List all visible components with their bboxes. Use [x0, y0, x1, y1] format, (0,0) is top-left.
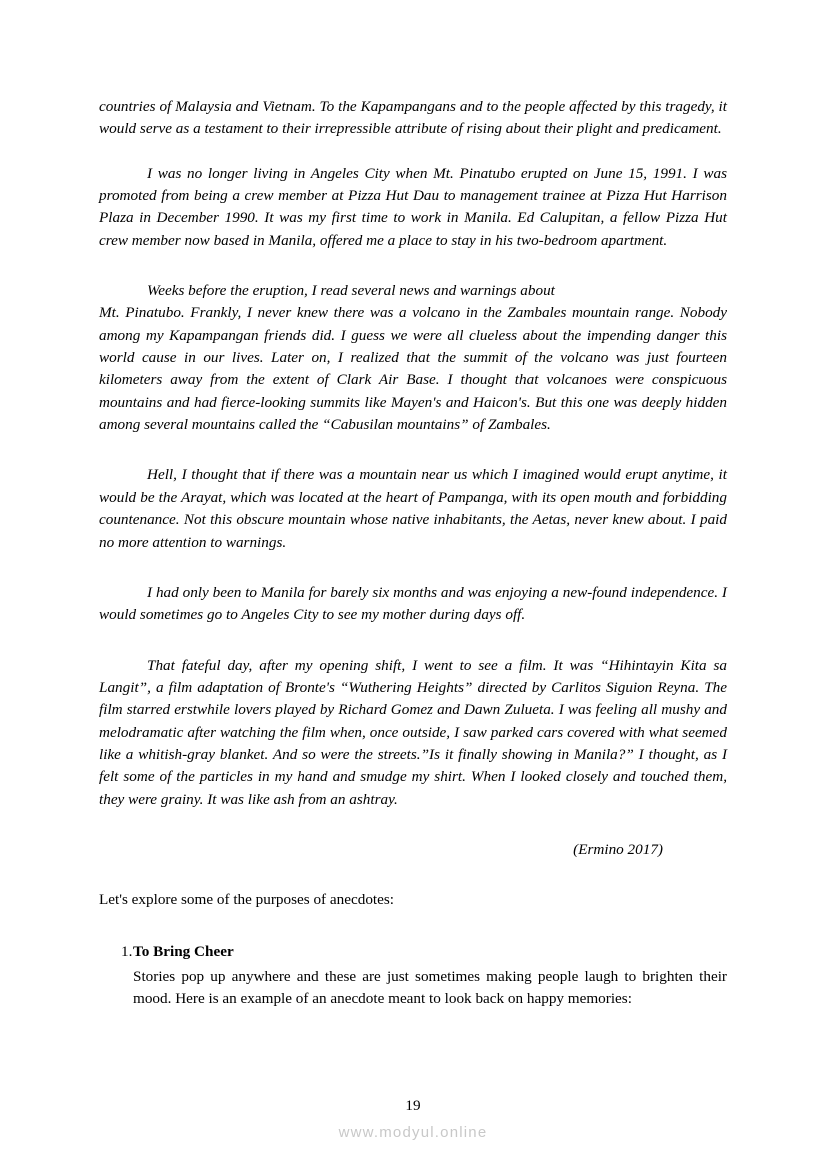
lead-in-text: Let's explore some of the purposes of anecdotes:	[99, 890, 395, 908]
watermark: www.modyul.online	[338, 1124, 488, 1141]
paragraph-pinatubo-eruption: I was no longer living in Angeles City when Mt. Pinatubo erupted on June 15, 1991. I was promoted from being a crew member at Pizza Hut Dau to management trainee at Pizza Hut Harrison Plaza in December 1990. It was my first time to work in Manila. Ed Calupitan, a fellow Pizza Hut crew member now based in Manila, offered me a place to stay in his two-bedroom apartment.	[99, 164, 727, 249]
page-content	[99, 96, 727, 1010]
spacer	[99, 436, 727, 464]
spacer	[99, 141, 727, 163]
spacer	[99, 554, 727, 582]
paragraph-arayat: Hell, I thought that if there was a mountain near us which I imagined would erupt anytime, it would be the Arayat, which was located at the heart of Pampanga, with its open mouth and forbidding countenance. Not this obscure mountain whose native inhabitants, the Aetas, never knew about. I paid no more attention to warnings.	[99, 466, 727, 551]
paragraph-weeks-before-body: Mt. Pinatubo. Frankly, I never knew there was a volcano in the Zambales mountain range. Nobody among my Kapampangan friends did. I guess we were all clueless about the impending danger this world cause in our lives. Later on, I realized that the summit of the volcano was just fourteen kilometers away from the extent of Clark Air Base. I thought that volcanoes were conspicuous mountains and had fierce-looking summits like Mayen's and Haicon's. But this one was deeply hidden among several mountains called the “Cabusilan mountains” of Zambales.	[99, 304, 727, 434]
list-item-title: To Bring Cheer	[133, 943, 234, 961]
list-item-text: Stories pop up anywhere and these are just sometimes making people laugh to brighten their mood. Here is an example of an anecdote meant to look back on happy memories:	[133, 967, 727, 1007]
page-number: 19	[405, 1097, 421, 1114]
list-item-number: 1.	[121, 943, 133, 961]
paragraph-continuation: countries of Malaysia and Vietnam. To the Kapampangans and to the people affected by this tragedy, it would serve as a testament to their irrepressible attribute of rising about their plight and predicament.	[99, 98, 727, 138]
list-item	[99, 941, 727, 1010]
list-item-body	[133, 941, 727, 1010]
paragraph-weeks-before-line: Weeks before the eruption, I read several news and warnings about	[147, 282, 555, 300]
spacer	[99, 859, 727, 889]
paragraph-manila-independence: I had only been to Manila for barely six months and was enjoying a new-found independence. I would sometimes go to Angeles City to see my mother during days off.	[99, 583, 727, 624]
spacer	[99, 252, 727, 280]
source-attribution: (Ermino 2017)	[573, 840, 663, 858]
paragraph-fateful-day: That fateful day, after my opening shift, I went to see a film. It was “Hihintayin Kita sa Langit”, a film adaptation of Bronte's “Wuthering Heights” directed by Carlitos Siguion Reyna. The film starred erstwhile lovers played by Richard Gomez and Dawn Zulueta. I was feeling all mushy and melodramatic after watching the film when, once outside, I saw parked cars covered with what seemed like a whitish-gray blanket. And so were the streets.”Is it finally showing in Manila?” I thought, as I felt some of the particles in my hand and smudge my shirt. When I looked closely and touched them, they were grainy. It was like ash from an ashtray.	[99, 656, 727, 808]
spacer	[99, 627, 727, 655]
